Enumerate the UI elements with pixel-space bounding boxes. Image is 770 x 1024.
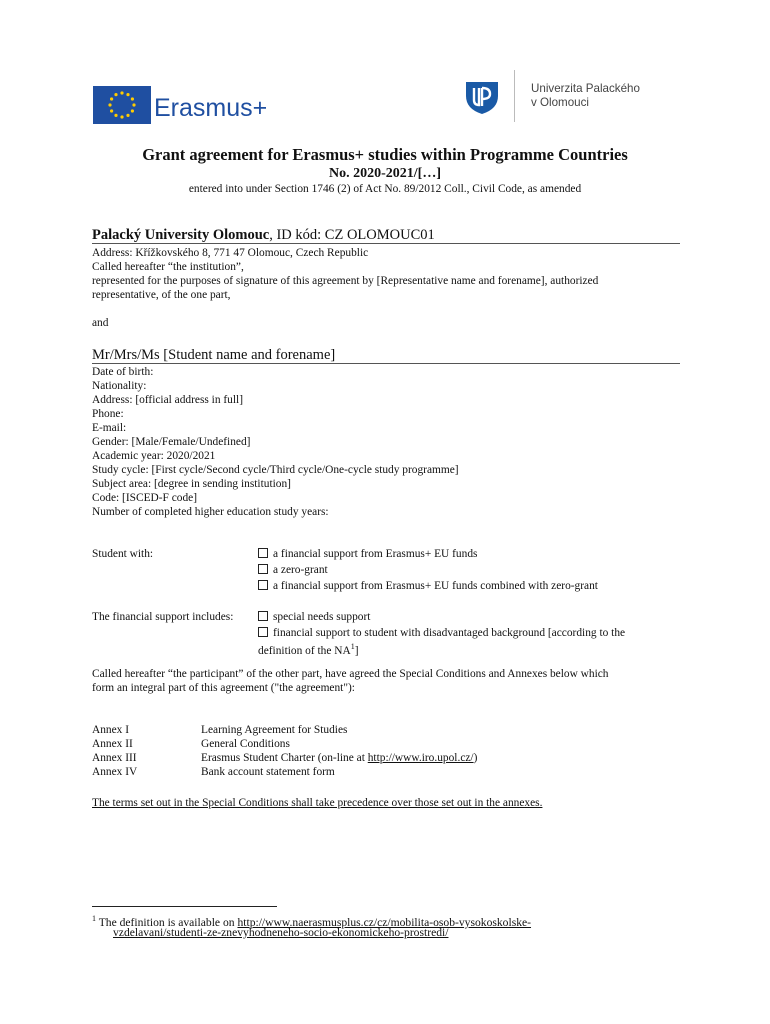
institution-represented-1: represented for the purposes of signature of this agreement by [Representative name and forename], authorized xyxy=(92,275,599,287)
footnote-rule xyxy=(92,906,277,907)
annex-row: Annex III Erasmus Student Charter (on-line at http://www.iro.upol.cz/) xyxy=(92,752,478,764)
precedence-statement: The terms set out in the Special Conditions shall take precedence over those set out in the annexes. xyxy=(92,797,543,809)
field-email: E-mail: xyxy=(92,422,127,434)
participant-line-2: form an integral part of this agreement ("the agreement"): xyxy=(92,682,355,694)
student-with-options xyxy=(258,547,598,593)
field-isced-code: Code: [ISCED-F code] xyxy=(92,492,198,504)
option-zero-grant: a zero-grant xyxy=(258,563,598,577)
institution-represented-2: representative, of the one part, xyxy=(92,289,231,301)
logo-divider xyxy=(514,70,515,122)
annex-row: Annex II General Conditions xyxy=(92,738,290,750)
financial-support-options xyxy=(258,610,625,658)
field-address: Address: [official address in full] xyxy=(92,394,243,406)
iro-link[interactable]: http://www.iro.upol.cz/ xyxy=(367,752,474,764)
institution-called: Called hereafter “the institution”, xyxy=(92,261,244,273)
student-rule xyxy=(92,363,680,364)
option-eu-funds: a financial support from Erasmus+ EU funds xyxy=(258,547,598,561)
student-with-label: Student with: xyxy=(92,548,154,560)
institution-id: , ID kód: CZ OLOMOUC01 xyxy=(269,227,435,243)
field-subject-area: Subject area: [degree in sending institution] xyxy=(92,478,291,490)
erasmus-plus-wordmark: Erasmus+ xyxy=(154,94,268,122)
field-phone: Phone: xyxy=(92,408,124,420)
footnote-link-1[interactable]: http://www.naerasmusplus.cz/cz/mobilita-osob-vysokoskolske- xyxy=(237,915,532,929)
field-date-of-birth: Date of birth: xyxy=(92,366,154,378)
field-study-cycle: Study cycle: [First cycle/Second cycle/Third cycle/One-cycle study programme] xyxy=(92,464,459,476)
participant-line-1: Called hereafter “the participant” of the other part, have agreed the Special Conditions and Annexes below which xyxy=(92,668,609,680)
and-text: and xyxy=(92,317,109,329)
institution-heading xyxy=(92,227,435,243)
field-completed-years: Number of completed higher education study years: xyxy=(92,506,329,518)
field-nationality: Nationality: xyxy=(92,380,147,392)
footnote-ref[interactable]: 1 xyxy=(350,642,355,651)
checkbox-eu-funds[interactable] xyxy=(258,548,268,558)
financial-support-label: The financial support includes: xyxy=(92,611,234,623)
checkbox-special-needs[interactable] xyxy=(258,611,268,621)
student-fields xyxy=(92,365,459,519)
legal-basis-subtitle: entered into under Section 1746 (2) of Act No. 89/2012 Coll., Civil Code, as amended xyxy=(188,183,582,195)
footnote: $^1$ The definition is available on http://www.naerasmusplus.cz/cz/mobilita-osob-vysokoskolske- xyxy=(92,914,532,929)
institution-address: Address: Křížkovského 8, 771 47 Olomouc, Czech Republic xyxy=(92,247,369,259)
annex-row: Annex I Learning Agreement for Studies xyxy=(92,724,348,736)
field-academic-year: Academic year: 2020/2021 xyxy=(92,450,216,462)
annex-row: Annex IV Bank account statement form xyxy=(92,766,335,778)
student-heading: Mr/Mrs/Ms [Student name and forename] xyxy=(92,347,336,363)
document-title: Grant agreement for Erasmus+ studies within Programme Countries xyxy=(142,145,628,164)
university-name: Univerzita Palackého v Olomouci xyxy=(531,82,640,109)
annex-list xyxy=(92,723,477,779)
institution-rule xyxy=(92,243,680,244)
field-gender: Gender: [Male/Female/Undefined] xyxy=(92,436,251,448)
option-disadvantaged-cont: definition of the $NA^1$] xyxy=(258,642,359,657)
option-special-needs: special needs support xyxy=(258,610,625,624)
upol-crest-logo xyxy=(462,78,502,116)
eu-flag-logo xyxy=(93,86,151,124)
footnote-link-2[interactable]: vzdelavani/studenti-ze-znevyhodneneho-socio-ekonomickeho-prostredi/ xyxy=(113,926,449,939)
checkbox-combined[interactable] xyxy=(258,580,268,590)
checkbox-disadvantaged[interactable] xyxy=(258,627,268,637)
option-combined: a financial support from Erasmus+ EU funds combined with zero-grant xyxy=(258,579,598,593)
agreement-number: No. 2020-2021/[…] xyxy=(329,166,441,181)
checkbox-zero-grant[interactable] xyxy=(258,564,268,574)
institution-name: Palacký University Olomouc xyxy=(92,227,270,243)
option-disadvantaged: financial support to student with disadvantaged background [according to the xyxy=(258,626,625,640)
